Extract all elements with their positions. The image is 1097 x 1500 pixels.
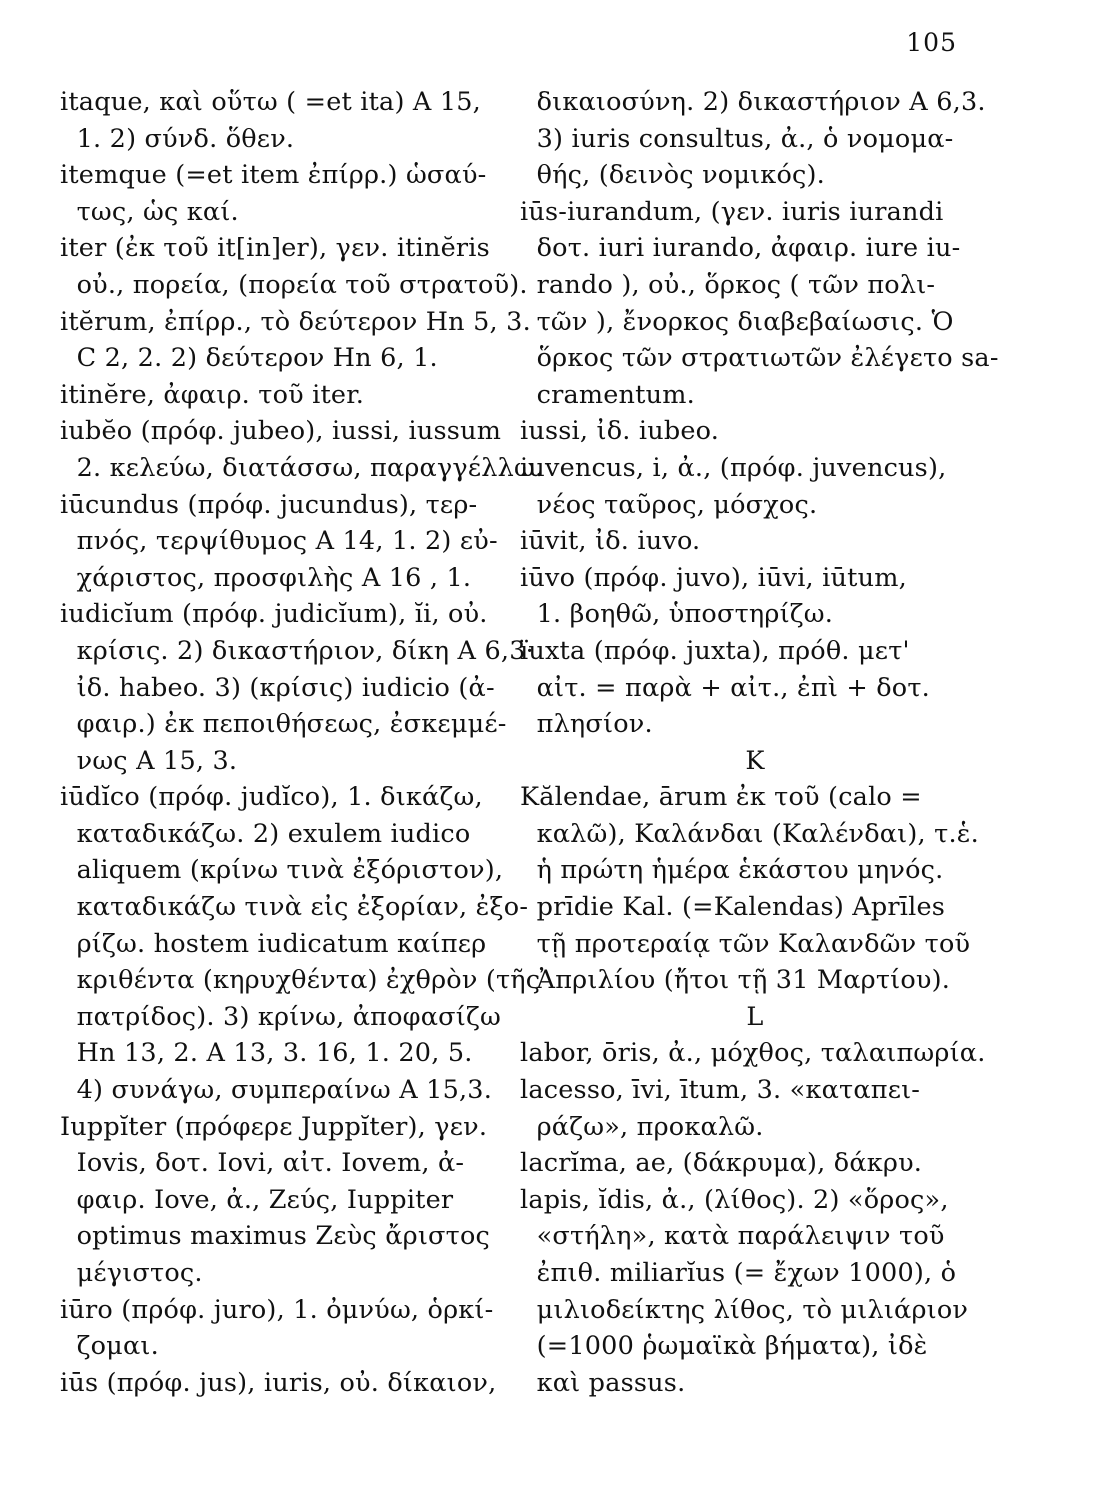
dictionary-line: 1. βοηθῶ, ὑποστηρίζω. [520, 599, 834, 630]
dictionary-line: αἰτ. = παρὰ + αἰτ., ἐπὶ + δοτ. [520, 672, 930, 703]
dictionary-line: καὶ passus. [520, 1367, 686, 1398]
dictionary-line: iudicĭum (πρόφ. judicĭum), ĭi, οὐ. [60, 599, 488, 630]
dictionary-line: itemque (=et item ἐπίρρ.) ὡσαύ- [60, 160, 487, 191]
dictionary-line: φαιρ. Iove, ἀ., Ζεύς, Iuppiter [60, 1184, 454, 1215]
dictionary-line: iussi, ἰδ. iubeo. [520, 416, 720, 447]
dictionary-line: καταδικάζω τινὰ εἰς ἐξορίαν, ἐξο- [60, 892, 529, 923]
dictionary-line: ἡ πρώτη ἡμέρα ἑκάστου μηνός. [520, 855, 944, 886]
dictionary-line: iūvit, ἰδ. iuvo. [520, 526, 701, 557]
dictionary-line: iūdĭco (πρόφ. judĭco), 1. δικάζω, [60, 782, 483, 813]
dictionary-line: cramentum. [520, 379, 695, 410]
dictionary-line: iuvencus, i, ἀ., (πρόφ. juvencus), [520, 452, 947, 483]
dictionary-line: πατρίδος). 3) κρίνω, ἀποφασίζω [60, 1001, 501, 1032]
dictionary-line: itaque, καὶ οὕτω ( =et ita) A 15, [60, 87, 481, 117]
dictionary-line: iūcundus (πρόφ. jucundus), τερ- [60, 489, 478, 520]
section-letter: L [746, 1001, 764, 1032]
dictionary-line: 3) iuris consultus, ἀ., ὁ νομομα- [520, 123, 954, 154]
page-number: 105 [906, 28, 957, 57]
dictionary-line: νέος ταῦρος, μόσχος. [520, 489, 818, 520]
dictionary-line: ïuxta (πρόφ. juxta), πρόθ. μετ' [520, 635, 910, 666]
right-column [520, 84, 999, 1401]
dictionary-line: πνός, τερψίθυμος A 14, 1. 2) εὐ- [60, 526, 498, 557]
dictionary-line: δικαιοσύνη. 2) δικαστήριον A 6,3. [520, 87, 986, 117]
dictionary-line: iter (ἐκ τοῦ it[in]er), γεν. itinĕris [60, 233, 490, 264]
dictionary-line: «στήλη», κατὰ παράλειψιν τοῦ [520, 1221, 945, 1252]
left-column [60, 84, 544, 1401]
dictionary-line: χάριστος, προσφιλὴς A 16 , 1. [60, 562, 472, 593]
dictionary-line: labor, ōris, ἀ., μόχθος, ταλαιπωρία. [520, 1038, 986, 1069]
dictionary-line: καταδικάζω. 2) exulem iudico [60, 818, 471, 849]
dictionary-line: κριθέντα (κηρυχθέντα) ἐχθρὸν (τῆς [60, 965, 541, 996]
dictionary-line: μέγιστος. [60, 1258, 203, 1288]
dictionary-line: ρίζω. hostem iudicatum καίπερ [60, 928, 487, 959]
dictionary-line: Iuppĭter (πρόφερε Juppĭter), γεν. [60, 1111, 488, 1142]
dictionary-line: iūvo (πρόφ. juvo), iūvi, iūtum, [520, 562, 907, 593]
dictionary-line: iubĕo (πρόφ. jubeo), iussi, iussum [60, 416, 502, 447]
dictionary-line: θής, (δεινὸς νομικός). [520, 160, 825, 191]
dictionary-line: prīdie Kal. (=Kalendas) Aprīles [520, 892, 946, 923]
dictionary-line: Ἀπριλίου (ἤτοι τῇ 31 Μαρτίου). [520, 965, 951, 996]
dictionary-line: ἰδ. habeo. 3) (κρίσις) iudicio (ἀ- [60, 672, 495, 703]
dictionary-line: νως A 15, 3. [60, 745, 238, 776]
dictionary-line: ἐπιθ. miliarĭus (= ἔχων 1000), ὁ [520, 1258, 957, 1288]
dictionary-line: δοτ. iuri iurando, ἀφαιρ. iure iu- [520, 233, 961, 264]
dictionary-line: iūs-iurandum, (γεν. iuris iurandi [520, 196, 944, 227]
dictionary-line: itinĕre, ἀφαιρ. τοῦ iter. [60, 379, 365, 410]
dictionary-line: optimus maximus Ζεὺς ἄριστος [60, 1221, 490, 1252]
dictionary-line: aliquem (κρίνω τινὰ ἐξόριστον), [60, 855, 504, 886]
dictionary-line: ὅρκος τῶν στρατιωτῶν ἐλέγετο sa- [520, 343, 999, 374]
dictionary-line: lacrĭma, ae, (δάκρυμα), δάκρυ. [520, 1148, 923, 1179]
dictionary-line: τως, ὡς καί. [60, 196, 239, 227]
dictionary-line: Hn 13, 2. A 13, 3. 16, 1. 20, 5. [60, 1038, 473, 1069]
dictionary-line: Kălendae, ārum ἐκ τοῦ (calo = [520, 782, 922, 813]
section-letter: K [745, 745, 765, 776]
dictionary-line: rando ), οὐ., ὅρκος ( τῶν πολι- [520, 269, 936, 300]
dictionary-line: (=1000 ῥωμαϊκὰ βήματα), ἰδὲ [520, 1331, 928, 1362]
dictionary-line: φαιρ.) ἐκ πεποιθήσεως, ἐσκεμμέ- [60, 709, 507, 740]
dictionary-line: οὐ., πορεία, (πορεία τοῦ στρατοῦ). [60, 269, 528, 300]
dictionary-line: ράζω», προκαλῶ. [520, 1111, 764, 1142]
dictionary-line: itĕrum, ἐπίρρ., τὸ δεύτερον Hn 5, 3. [60, 306, 531, 337]
dictionary-line: μιλιοδείκτης λίθος, τὸ μιλιάριον [520, 1294, 969, 1325]
dictionary-line: Iovis, δοτ. Iovi, αἰτ. Iovem, ἀ- [60, 1148, 465, 1179]
dictionary-line: καλῶ), Καλάνδαι (Καλένδαι), τ.ἑ. [520, 818, 979, 849]
dictionary-line: τῶν ), ἔνορκος διαβεβαίωσις. Ὁ [520, 306, 954, 337]
dictionary-line: ζομαι. [60, 1331, 159, 1362]
dictionary-line: iūro (πρόφ. juro), 1. ὀμνύω, ὁρκί- [60, 1294, 494, 1325]
dictionary-line: lacesso, īvi, ītum, 3. «καταπει- [520, 1075, 921, 1106]
dictionary-line: iūs (πρόφ. jus), iuris, οὐ. δίκαιον, [60, 1367, 497, 1398]
dictionary-line: τῇ προτεραίᾳ τῶν Καλανδῶν τοῦ [520, 928, 971, 959]
dictionary-line: κρίσις. 2) δικαστήριον, δίκη A 6,3· [60, 635, 534, 666]
dictionary-line: C 2, 2. 2) δεύτερον Hn 6, 1. [60, 343, 438, 374]
dictionary-line: 1. 2) σύνδ. ὅθεν. [60, 123, 295, 154]
dictionary-line: lapis, ĭdis, ἀ., (λίθος). 2) «ὅρος», [520, 1184, 949, 1215]
dictionary-line: 2. κελεύω, διατάσσω, παραγγέλλω. [60, 452, 544, 483]
dictionary-line: 4) συνάγω, συμπεραίνω A 15,3. [60, 1075, 493, 1106]
dictionary-line: πλησίον. [520, 709, 653, 740]
